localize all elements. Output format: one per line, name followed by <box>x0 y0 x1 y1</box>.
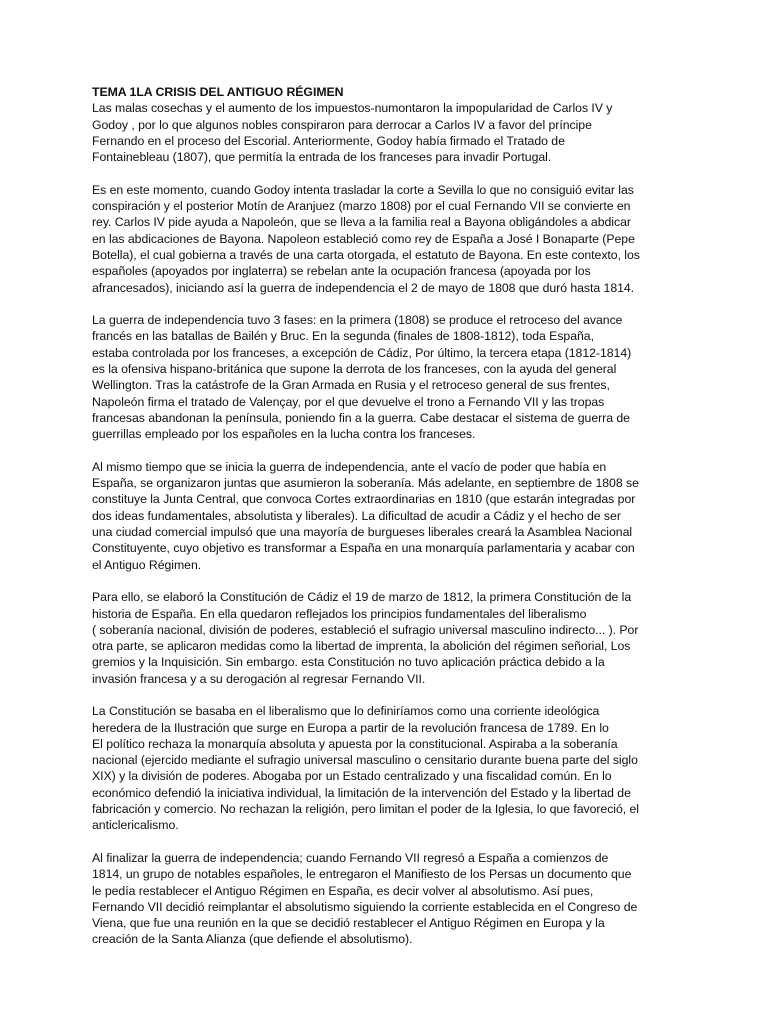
text-line: Fernando en el proceso del Escorial. Anteriormente, Godoy había firmado el Tratado de <box>92 133 565 148</box>
text-line: españoles (apoyados por inglaterra) se rebelan ante la ocupación francesa (apoyada por los <box>92 264 591 279</box>
text-line: fabricación y comercio. No rechazan la religión, pero limitan el poder de la Iglesia, lo que favoreció, el <box>92 802 639 817</box>
text-line: Viena, que fue una reunión en la que se decidió restablecer el Antiguo Régimen en Europa y la <box>92 916 605 931</box>
text-line: historia de España. En ella quedaron reflejados los principios fundamentales del liberalismo <box>92 606 587 621</box>
text-line: Las malas cosechas y el aumento de los impuestos-numontaron la impopularidad de Carlos IV y <box>92 101 613 116</box>
text-line: le pedía restablecer el Antiguo Régimen en España, es decir volver al absolutismo. Así pues, <box>92 883 594 898</box>
text-line: Para ello, se elaboró la Constitución de Cádiz el 19 de marzo de 1812, la primera Constitución de la <box>92 590 632 605</box>
text-line: otra parte, se aplicaron medidas como la libertad de imprenta, la abolición del régimen señorial, Los <box>92 639 631 654</box>
text-line: heredera de la Ilustración que surge en Europa a partir de la revolución francesa de 1789. En lo <box>92 720 609 735</box>
text-line: La guerra de independencia tuvo 3 fases: en la primera (1808) se produce el retroceso del avance <box>92 313 623 328</box>
text-line: Al finalizar la guerra de independencia; cuando Fernando VII regresó a España a comienzos de <box>92 850 609 865</box>
text-line: es la ofensiva hispano-británica que supone la derrota de los franceses, con la ayuda del general <box>92 362 617 377</box>
text-line: en las abdicaciones de Bayona. Napoleon estableció como rey de España a José I Bonaparte (Pepe <box>92 231 635 246</box>
text-line: rey. Carlos IV pide ayuda a Napoleón, que se lleva a la familia real a Bayona obligándoles a abdicar <box>92 215 631 230</box>
paragraph-manifiesto-persas <box>92 850 684 948</box>
text-line: Constituyente, cuyo objetivo es transformar a España en una monarquía parlamentaria y acabar con <box>92 541 635 556</box>
text-line: 1814, un grupo de notables españoles, le entregaron el Manifiesto de los Persas un documento que <box>92 867 632 882</box>
text-line: anticlericalismo. <box>92 818 179 833</box>
intro-paragraph <box>92 100 684 165</box>
text-line: francesas abandonan la península, poniendo fin a la guerra. Cabe destacar el sistema de guerra de <box>92 410 630 425</box>
text-line: Es en este momento, cuando Godoy intenta trasladar la corte a Sevilla lo que no consiguió evitar las <box>92 182 634 197</box>
text-line: Wellington. Tras la catástrofe de la Gran Armada en Rusia y el retroceso general de sus frentes, <box>92 378 610 393</box>
text-line: afrancesados), iniciando así la guerra de independencia el 2 de mayo de 1808 que duró hasta 1814. <box>92 280 635 295</box>
text-line: Napoleón firma el tratado de Valençay, por el que devuelve el trono a Fernando VII y las tropas <box>92 394 605 409</box>
text-line: invasión francesa y a su derogación al regresar Fernando VII. <box>92 671 426 686</box>
text-line: Fernando VII decidió reimplantar el absolutismo siguiendo la corriente establecida en el Congreso de <box>92 899 638 914</box>
text-line: francés en las batallas de Bailén y Bruc. En la segunda (finales de 1808-1812), toda España, <box>92 329 594 344</box>
document-page <box>92 84 684 964</box>
text-line: constituye la Junta Central, que convoca Cortes extraordinarias en 1810 (que estarán integradas por <box>92 492 636 507</box>
text-line: nacional (ejercido mediante el sufragio universal masculino o censitario durante buena parte del siglo <box>92 753 638 768</box>
paragraph-motin-aranjuez <box>92 182 684 296</box>
text-line: La Constitución se basaba en el liberalismo que lo definiríamos como una corriente ideológica <box>92 704 600 719</box>
text-line: estaba controlada por los franceses, a excepción de Cádiz, Por último, la tercera etapa (1812-1814) <box>92 345 632 360</box>
text-line: el Antiguo Régimen. <box>92 557 202 572</box>
text-line: dos ideas fundamentales, absolutista y liberales). La dificultad de acudir a Cádiz y el hecho de ser <box>92 508 621 523</box>
text-line: una ciudad comercial impulsó que una mayoría de burgueses liberales creará la Asamblea Nacional <box>92 525 633 540</box>
text-line: Fontainebleau (1807), que permitía la entrada de los franceses para invadir Portugal. <box>92 150 552 165</box>
text-line: guerrillas empleado por los españoles en la lucha contra los franceses. <box>92 427 476 442</box>
text-line: Godoy , por lo que algunos nobles conspiraron para derrocar a Carlos IV a favor del príncipe <box>92 117 592 132</box>
paragraph-guerra-fases <box>92 312 684 442</box>
text-line: XIX) y la división de poderes. Abogaba por un Estado centralizado y una fiscalidad común. En lo <box>92 769 612 784</box>
text-line: El político rechaza la monarquía absoluta y apuesta por la constitucional. Aspiraba a la soberanía <box>92 736 618 751</box>
paragraph-liberalismo <box>92 703 684 833</box>
paragraph-juntas <box>92 459 684 573</box>
text-line: Botella), el cual gobierna a través de una carta otorgada, el estatuto de Bayona. En este contexto, los <box>92 247 640 262</box>
text-line: creación de la Santa Alianza (que defiende el absolutismo). <box>92 932 413 947</box>
text-line: ( soberanía nacional, división de poderes, estableció el sufragio universal masculino indirecto... ). Por <box>92 622 639 637</box>
text-line: Al mismo tiempo que se inicia la guerra de independencia, ante el vacío de poder que había en <box>92 459 607 474</box>
paragraph-constitucion-cadiz <box>92 589 684 687</box>
text-line: conspiración y el posterior Motín de Aranjuez (marzo 1808) por el cual Fernando VII se convierte en <box>92 199 631 214</box>
document-title: TEMA 1LA CRISIS DEL ANTIGUO RÉGIMEN <box>92 85 344 99</box>
text-line: España, se organizaron juntas que asumieron la soberanía. Más adelante, en septiembre de 1808 se <box>92 476 639 491</box>
text-line: gremios y la Inquisición. Sin embargo. esta Constitución no tuvo aplicación práctica debido a la <box>92 655 605 670</box>
text-line: económico defendió la iniciativa individual, la limitación de la intervención del Estado y la libertad de <box>92 785 631 800</box>
